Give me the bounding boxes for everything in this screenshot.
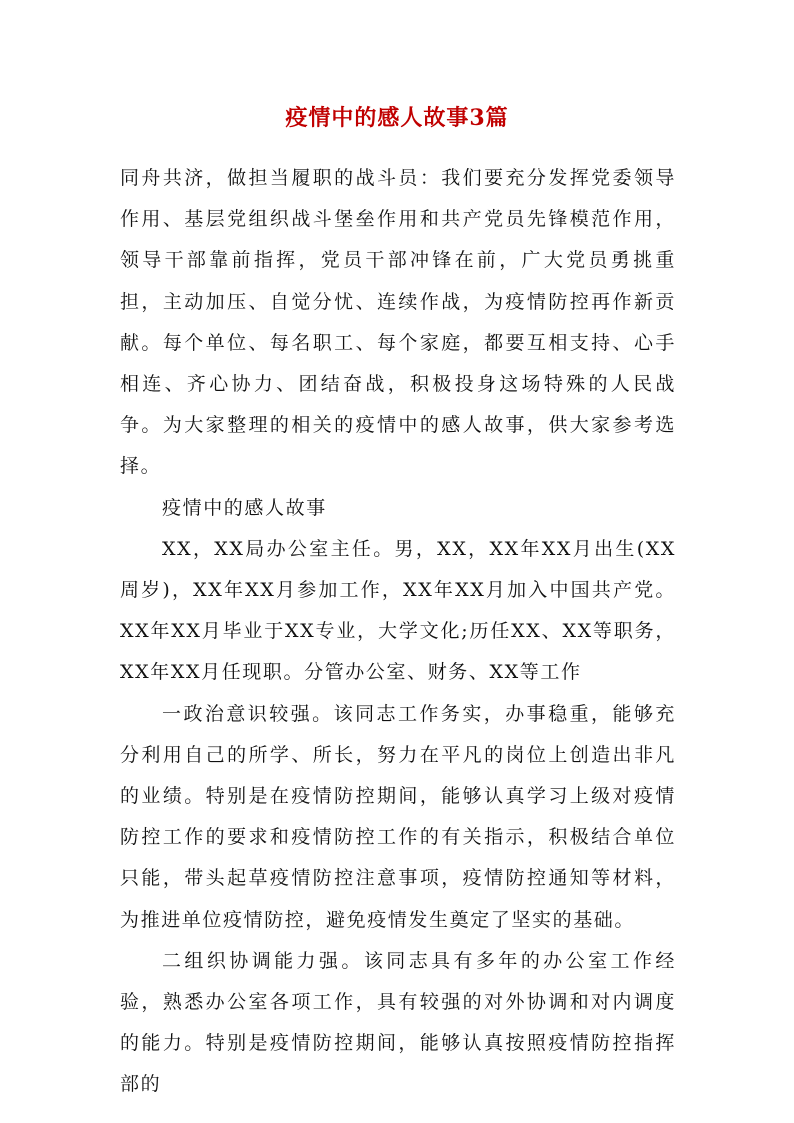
document-body: [120, 158, 676, 1106]
political-awareness-paragraph: 一政治意识较强。该同志工作务实，办事稳重，能够充分利用自己的所学、所长，努力在平凡的岗位上创造出非凡的业绩。特别是在疫情防控期间，能够认真学习上级对疫情防控工作的要求和疫情防控工作的有关指示，积极结合单位只能，带头起草疫情防控注意事项，疫情防控通知等材料，为推进单位疫情防控，避免疫情发生奠定了坚实的基础。: [120, 702, 676, 931]
coordination-paragraph: 二组织协调能力强。该同志具有多年的办公室工作经验，熟悉办公室各项工作，具有较强的对外协调和对内调度的能力。特别是疫情防控期间，能够认真按照疫情防控指挥部的: [120, 949, 676, 1096]
document-title: 疫情中的感人故事3篇: [285, 105, 509, 131]
intro-paragraph: 同舟共济，做担当履职的战斗员：我们要充分发挥党委领导作用、基层党组织战斗堡垒作用和共产党员先锋模范作用，领导干部靠前指挥，党员干部冲锋在前，广大党员勇挑重担，主动加压、自觉分忧、连续作战，为疫情防控再作新贡献。每个单位、每名职工、每个家庭，都要互相支持、心手相连、齐心协力、团结奋战，积极投身这场特殊的人民战争。为大家整理的相关的疫情中的感人故事，供大家参考选择。: [120, 167, 676, 478]
section-heading: 疫情中的感人故事: [162, 496, 327, 519]
profile-paragraph: XX，XX局办公室主任。男，XX，XX年XX月出生(XX周岁)，XX年XX月参加工作，XX年XX月加入中国共产党。XX年XX月毕业于XX专业，大学文化;历任XX、XX等职务，XX年XX月任现职。分管办公室、财务、XX等工作: [120, 537, 676, 684]
